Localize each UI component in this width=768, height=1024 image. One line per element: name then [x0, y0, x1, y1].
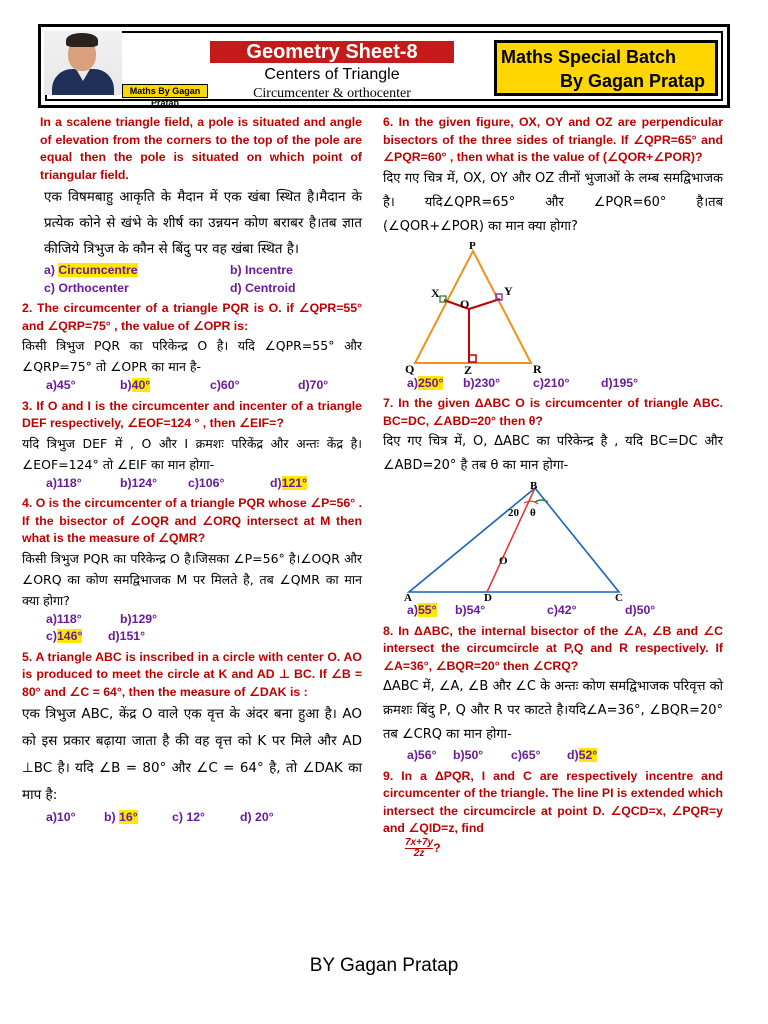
option-d[interactable]: d)52°: [567, 748, 598, 762]
question-3: [22, 398, 362, 493]
question-7-number: 7.: [383, 396, 394, 410]
label-p: P: [469, 239, 476, 252]
label-x: X: [431, 285, 440, 300]
question-2: [22, 300, 362, 395]
question-1-hi: एक विषमबाहु आकृति के मैदान में एक खंबा स्थित है।मैदान के प्रत्येक कोने से खंभे के शीर्ष का उन्नयन कोण बराबर है।तब ज्ञात कीजिये त्रिभुज के कौन से बिंदु पर वह खंबा स्थित है।: [44, 189, 362, 257]
left-column: [22, 114, 362, 830]
question-3-en: If O and I is the circumcenter and incenter of a triangle DEF respectively, ∠EOF=124 ° , then ∠EIF=?: [22, 398, 362, 430]
label-r: R: [533, 361, 542, 375]
option-a[interactable]: a)45°: [46, 378, 76, 392]
question-4: [22, 495, 362, 646]
question-5: [22, 649, 362, 827]
option-a[interactable]: a)56°: [407, 748, 437, 762]
question-3-hi: यदि त्रिभुज DEF में , O और I क्रमशः परिकेंद्र और अन्तः केंद्र है।∠EOF=124° तो ∠EIF का मान होगा-: [22, 435, 362, 472]
option-c[interactable]: c)65°: [511, 748, 541, 762]
question-1: [22, 114, 362, 297]
option-a[interactable]: a)55°: [407, 603, 437, 617]
option-a[interactable]: a) Circumcentre: [44, 263, 138, 277]
question-6-hi: दिए गए चित्र में, OX, OY और OZ तीनों भुजाओं के लम्ब समद्विभाजक है। यदि∠QPR=65° और ∠PQR=60° है।तब (∠QOR+∠POR) का मान क्या होगा?: [383, 170, 723, 234]
option-c[interactable]: c)60°: [210, 378, 240, 392]
question-mark: ?: [433, 840, 441, 855]
option-b[interactable]: b)40°: [120, 378, 151, 392]
option-d[interactable]: d)195°: [601, 375, 639, 390]
question-2-options: [22, 377, 362, 395]
batch-line-2: By Gagan Pratap: [559, 71, 705, 91]
label-q: Q: [405, 361, 415, 375]
option-c[interactable]: c)42°: [547, 603, 577, 617]
sheet-subtitle-2: Circumcenter & orthocenter: [253, 86, 411, 101]
label-c: C: [615, 592, 623, 602]
option-d[interactable]: d) 20°: [240, 810, 274, 824]
option-c[interactable]: c)146°: [46, 629, 83, 643]
label-z: Z: [464, 362, 473, 375]
question-7-en: In the given ΔABC O is circumcenter of triangle ABC. BC=DC, ∠ABD=20° then θ?: [383, 396, 723, 428]
option-b[interactable]: b)54°: [455, 603, 486, 617]
option-b[interactable]: b)124°: [120, 475, 158, 490]
question-8-hi: ΔABC में, ∠A, ∠B और ∠C के अन्तः कोण समद्विभाजक परिवृत्त को क्रमशः बिंदु P, Q और R पर काटते है।यदि∠A=36°, ∠BQR=20° तब ∠CRQ का मान होगा-: [383, 679, 723, 742]
question-4-options: [22, 611, 222, 646]
question-1-en: In a scalene triangle field, a pole is situated and angle of elevation from the corners to the top of the pole are equal then the pole is situated on which point of triangular field.: [40, 115, 362, 182]
question-6-en: In the given figure, OX, OY and OZ are perpendicular bisectors of the three sides of triangle. If ∠QPR=65° and ∠PQR=60° , then what is the value of (∠QOR+∠POR)?: [383, 115, 723, 164]
question-5-en: A triangle ABC is inscribed in a circle with center O. AO is produced to meet the circle at K and AD ⊥ BC. If ∠B = 80° and ∠C = 64°, then the measure of ∠DAK is :: [22, 649, 362, 699]
question-9: [383, 768, 723, 859]
label-theta: θ: [530, 507, 536, 519]
batch-badge: [494, 40, 718, 96]
question-9-fraction: [383, 838, 723, 859]
sheet-subtitle: Centers of Triangle: [264, 66, 400, 83]
question-6-number: 6.: [383, 115, 394, 129]
question-6: [383, 114, 723, 392]
question-7-hi: दिए गए चित्र में, O, ΔABC का परिकेन्द्र है , यदि BC=DC और ∠ABD=20° है तब θ का मान होगा-: [383, 434, 723, 473]
question-4-number: 4.: [22, 496, 33, 510]
question-2-hi: किसी त्रिभुज PQR का परिकेन्द्र O है। यदि ∠QPR=55° और ∠QRP=75° तो ∠OPR का मान है-: [22, 338, 362, 374]
option-c[interactable]: c)106°: [188, 475, 225, 490]
option-a[interactable]: a)250°: [407, 375, 444, 390]
triangle-abc-figure: [403, 478, 633, 602]
option-d[interactable]: d) Centroid: [230, 280, 296, 295]
presenter-photo-icon: [44, 31, 122, 95]
option-c[interactable]: c) 12°: [172, 810, 205, 824]
label-a: A: [404, 592, 412, 602]
option-c[interactable]: c) Orthocenter: [44, 280, 129, 295]
option-b[interactable]: b) 16°: [104, 810, 138, 824]
question-4-hi: किसी त्रिभुज PQR का परिकेन्द्र O है।जिसका ∠P=56° है।∠OQR और ∠ORQ का कोण समद्विभाजक M पर मिलते है, तब ∠QMR का मान क्या होगा?: [22, 550, 362, 608]
fraction-numerator: 7x+7y: [405, 836, 434, 848]
label-d: D: [484, 592, 492, 602]
batch-line-1: Maths Special Batch: [501, 47, 677, 67]
author-badge: Maths By Gagan Pratap: [122, 84, 208, 98]
right-column: [383, 114, 723, 862]
option-d[interactable]: d)70°: [298, 378, 329, 392]
option-b[interactable]: b)129°: [120, 611, 158, 626]
option-a[interactable]: a)118°: [46, 475, 82, 490]
question-8-number: 8.: [383, 623, 394, 638]
option-d[interactable]: d)50°: [625, 603, 656, 617]
fraction-denominator: 2z: [413, 847, 425, 859]
option-d[interactable]: d)121°: [270, 475, 308, 490]
option-b[interactable]: b) Incentre: [230, 263, 293, 277]
label-b: B: [530, 480, 538, 492]
question-2-en: The circumcenter of a triangle PQR is O. if ∠QPR=55° and ∠QRP=75° , the value of ∠OPR is:: [22, 301, 363, 333]
question-5-number: 5.: [22, 649, 33, 664]
option-b[interactable]: b)230°: [463, 375, 501, 390]
question-6-options: [383, 375, 723, 393]
option-b[interactable]: b)50°: [453, 748, 484, 762]
option-c[interactable]: c)210°: [533, 375, 570, 390]
footer-credit: BY Gagan Pratap: [309, 955, 459, 976]
question-7-options: [383, 602, 723, 620]
question-3-number: 3.: [22, 398, 33, 413]
option-d[interactable]: d)151°: [108, 629, 146, 643]
triangle-pqr-figure: [403, 239, 553, 375]
question-5-options: [22, 809, 362, 827]
question-8: [383, 623, 723, 765]
label-o: O: [499, 555, 508, 567]
question-4-en: O is the circumcenter of a triangle PQR whose ∠P=56° . If the bisector of ∠OQR and ∠ORQ intersect at M then what is the measure of ∠QMR?: [22, 496, 363, 545]
question-3-options: [22, 475, 362, 493]
question-1-options: [22, 262, 362, 297]
label-y: Y: [504, 283, 513, 298]
question-5-hi: एक त्रिभुज ABC, केंद्र O वाले एक वृत्त के अंदर बना हुआ है। AO को इस प्रकार बढ़ाया जाता है की वह वृत्त को K पर मिले और AD ⊥BC है। यदि ∠B = 80° और ∠C = 64° है, तो ∠DAK का माप है:: [22, 706, 362, 803]
question-8-en: In ΔABC, the internal bisector of the ∠A, ∠B and ∠C intersect the circumcircle at P,Q and R respectively. If ∠A=36°, ∠BQR=20° then ∠CRQ?: [383, 623, 724, 673]
sheet-title: Geometry Sheet-8: [210, 41, 454, 63]
option-a[interactable]: a)10°: [46, 810, 76, 824]
question-2-number: 2.: [22, 301, 33, 315]
question-8-options: [383, 747, 723, 765]
question-7: [383, 395, 723, 620]
question-9-en: In a ΔPQR, I and C are respectively incentre and circumcenter of the triangle. The line PI is extended which intersect the circumcircle at point D. ∠QCD=x, ∠PQR=y and ∠QID=z, find: [383, 768, 723, 835]
question-9-number: 9.: [383, 768, 394, 783]
label-o: O: [460, 296, 470, 311]
option-a[interactable]: a)118°: [46, 611, 82, 626]
label-20: 20: [508, 507, 519, 519]
